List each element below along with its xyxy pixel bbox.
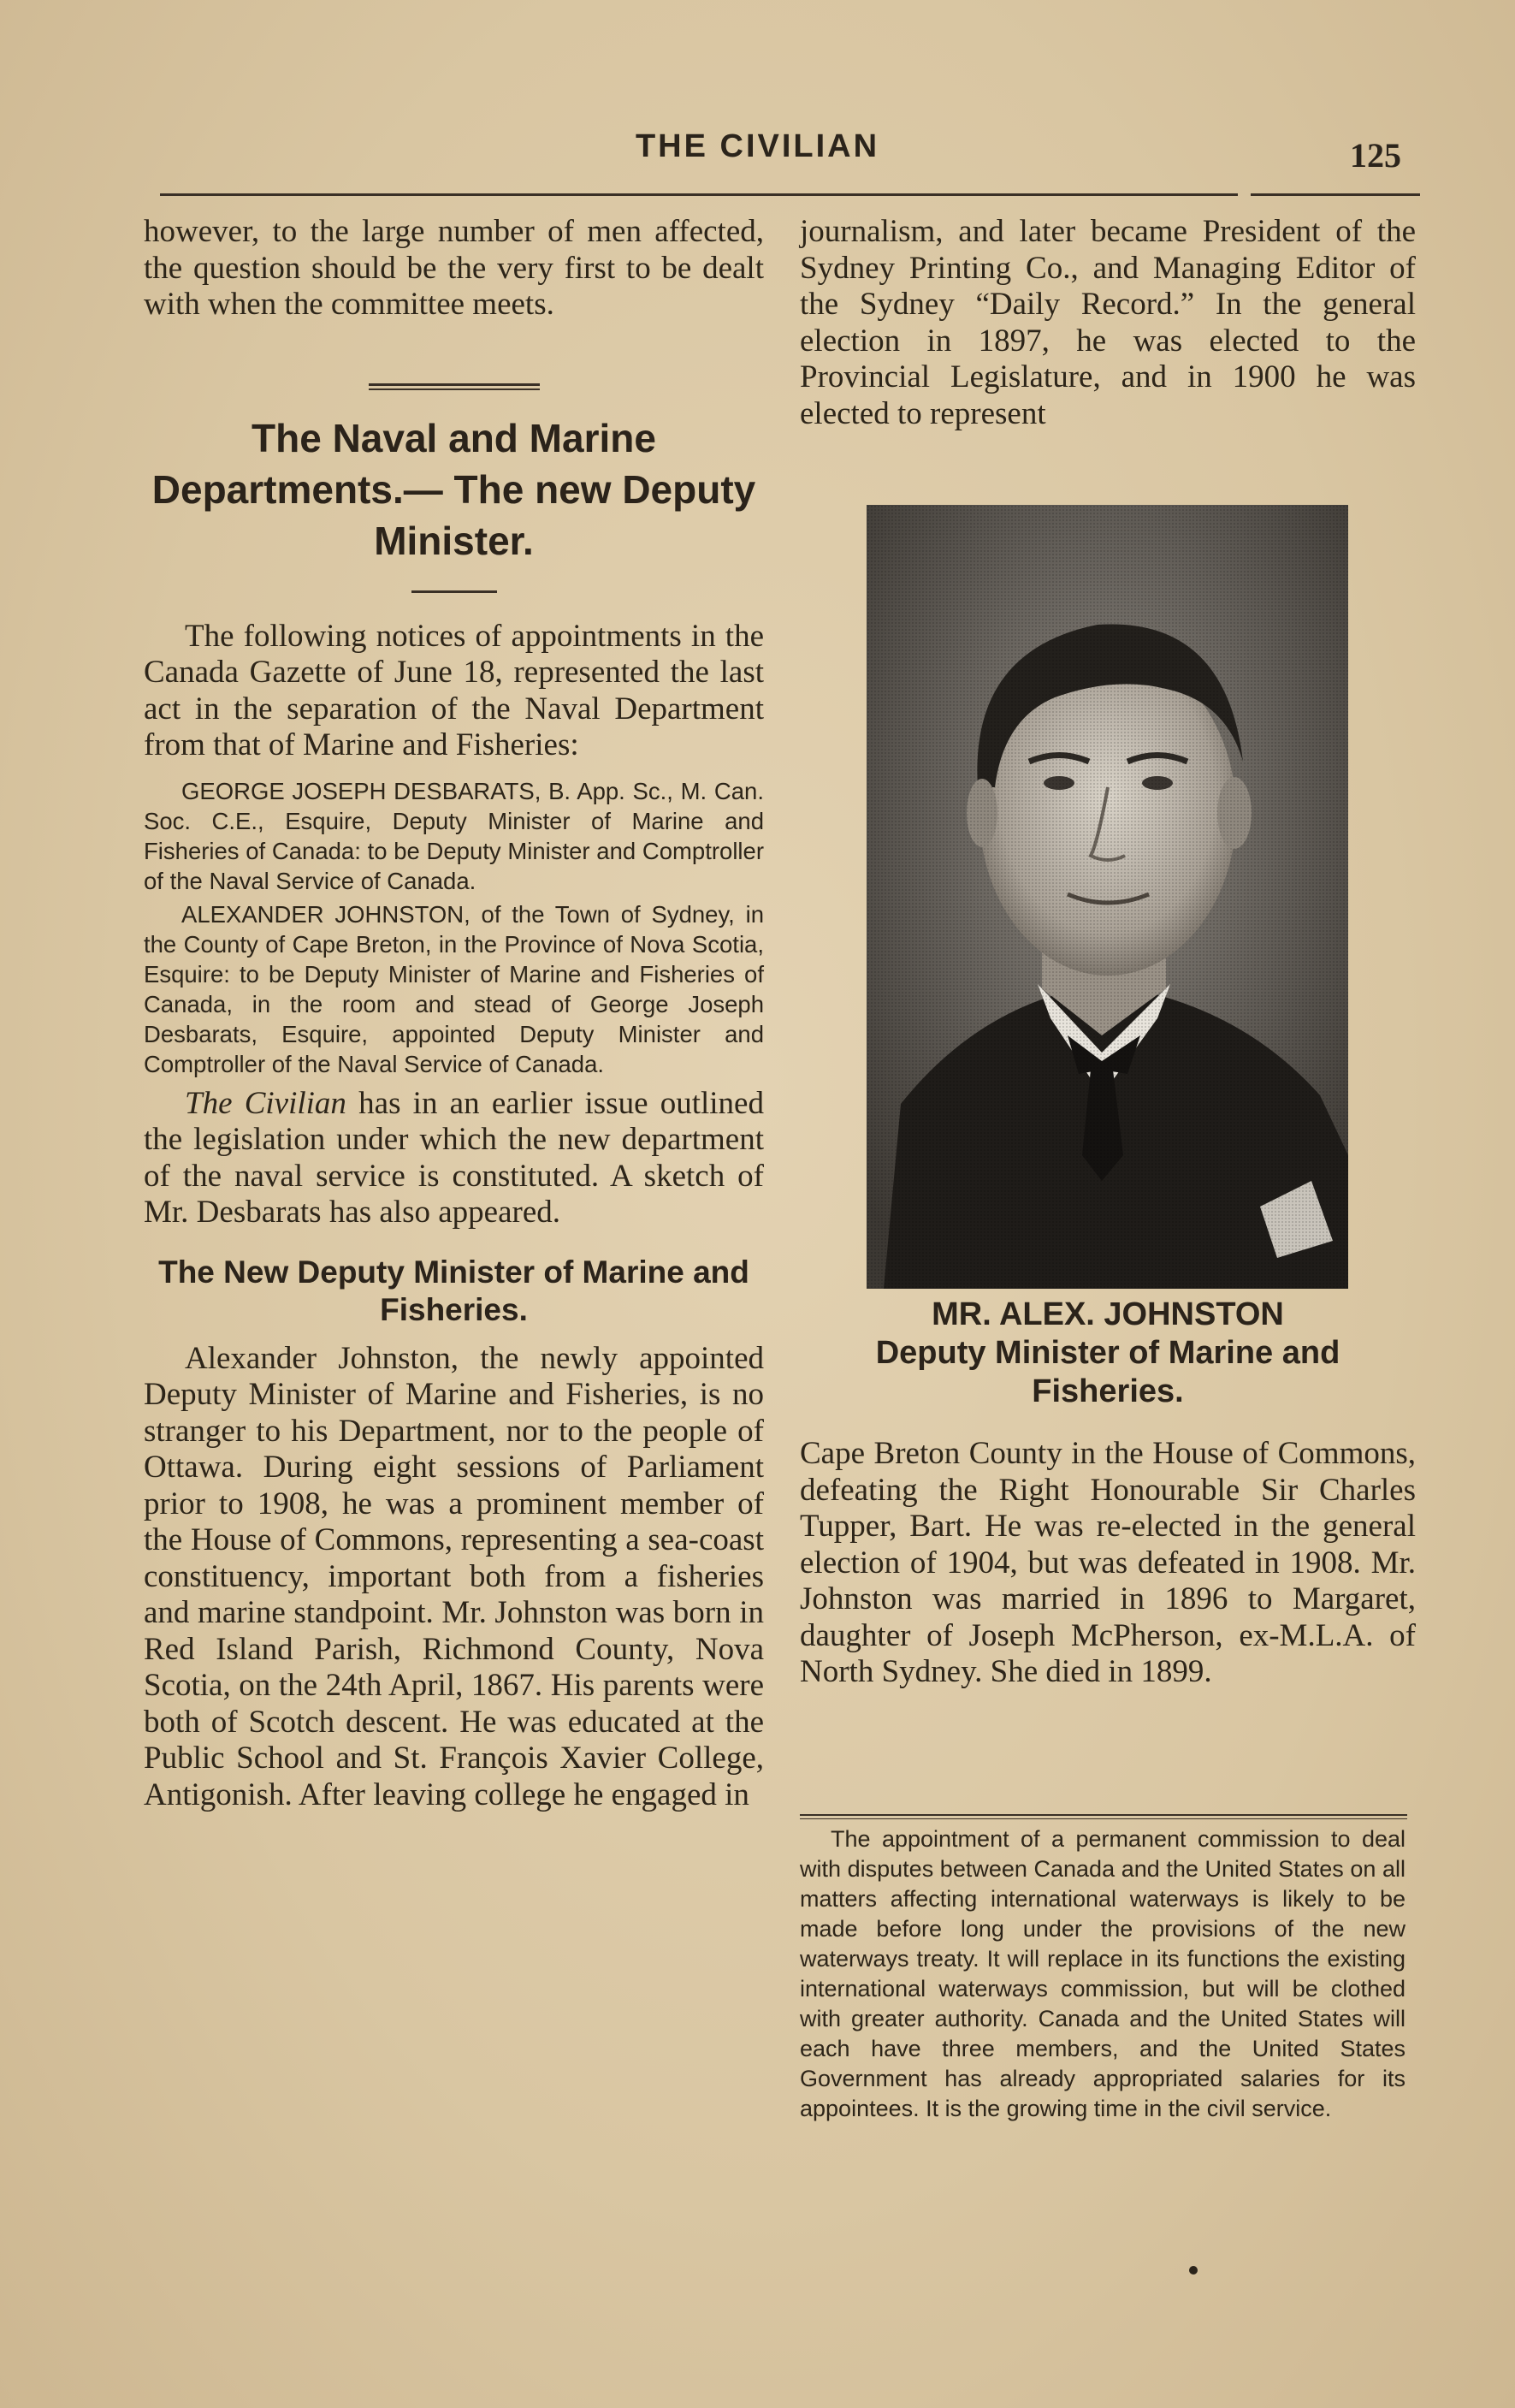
- waterways-note: The appointment of a permanent commission to deal with disputes between Canada and the United States on all matters affecting international waterways is likely to be made before long under the provisions of the new waterways treaty. It will replace in its functions the existing international waterways commission, but will be clothed with greater authority. Canada and the United States will each have three members, and the United States Government has already appropriated salaries for its appointees. It is the growing time in the civil service.: [800, 1826, 1406, 2121]
- gazette-notice-desbarats: GEORGE JOSEPH DESBARATS, B. App. Sc., M. Can. Soc. C.E., Esquire, Deputy Minister of Marine and Fisheries of Canada: to be Deputy Minister and Comptroller of the Naval Service of Canada.: [144, 777, 764, 894]
- biography-conclusion: Cape Breton County in the House of Commons, defeating the Right Honourable Sir Charles Tupper, Bart. He was re-elected in the general election of 1904, but was defeated in 1908. Mr. Johnston was married in 1896 to Margaret, daughter of Joseph McPherson, ex-M.L.A. of North Sydney. She died in 1899.: [800, 1436, 1416, 1689]
- civilian-paragraph-text: has in an earlier issue outlined the legislation under which the new department of the naval service is constituted. A sketch of Mr. Desbarats has also appeared.: [144, 1085, 764, 1230]
- publication-name: The Civilian: [185, 1085, 346, 1121]
- note-divider: [800, 1814, 1407, 1819]
- ink-speck: [1189, 2266, 1198, 2275]
- subsection-title: The New Deputy Minister of Marine and Fisheries.: [158, 1254, 749, 1327]
- biography-paragraph: Alexander Johnston, the newly appointed Deputy Minister of Marine and Fisheries, is no stranger to his Department, nor to the people of Ottawa. During eight sessions of Parliament prior to 1908, he was a prominent member of the House of Commons, representing a sea-coast constituency, important both from a fisheries and marine standpoint. Mr. Johnston was born in Red Island Parish, Richmond County, Nova Scotia, on the 24th April, 1867. His parents were both of Scotch descent. He was educated at the Public School and St. François Xavier College, Antigonish. After leaving college he engaged in: [144, 1340, 764, 1812]
- left-column: [144, 214, 764, 1813]
- continuation-paragraph: however, to the large number of men affected, the question should be the very first to be dealt with when the committee meets.: [144, 214, 764, 322]
- header-rule-short: [1251, 193, 1420, 196]
- caption-title: Deputy Minister of Marine and Fisheries.: [875, 1335, 1340, 1409]
- header-rule: [160, 193, 1238, 196]
- intro-paragraph: The following notices of appointments in the Canada Gazette of June 18, represented the last act in the separation of the Naval Department from that of Marine and Fisheries:: [144, 618, 764, 762]
- right-column-bottom: [800, 1436, 1416, 1691]
- portrait-illustration: [867, 505, 1348, 1289]
- civilian-paragraph: [144, 1086, 764, 1231]
- page-number: 125: [1350, 136, 1401, 175]
- right-column-top: [800, 214, 1416, 432]
- section-divider: [369, 383, 540, 390]
- caption-name: MR. ALEX. JOHNSTON: [932, 1296, 1284, 1332]
- running-head: THE CIVILIAN: [635, 128, 880, 164]
- portrait-photo: [867, 505, 1348, 1289]
- gazette-notice-johnston: ALEXANDER JOHNSTON, of the Town of Sydney, in the County of Cape Breton, in the Province of Nova Scotia, Esquire: to be Deputy Minister of Marine and Fisheries of Canada, in the room and stead of George Joseph Desbarats, Esquire, appointed Deputy Minister and Comptroller of the Naval Service of Canada.: [144, 900, 764, 1077]
- biography-continued: journalism, and later became President of the Sydney Printing Co., and Managing Editor of the Sydney “Daily Record.” In the general election in 1897, he was elected to the Provincial Legislature, and in 1900 he was elected to represent: [800, 214, 1416, 431]
- article-title: The Naval and Marine Departments.— The new Deputy Minister.: [151, 415, 756, 563]
- portrait-caption: [800, 1296, 1416, 1411]
